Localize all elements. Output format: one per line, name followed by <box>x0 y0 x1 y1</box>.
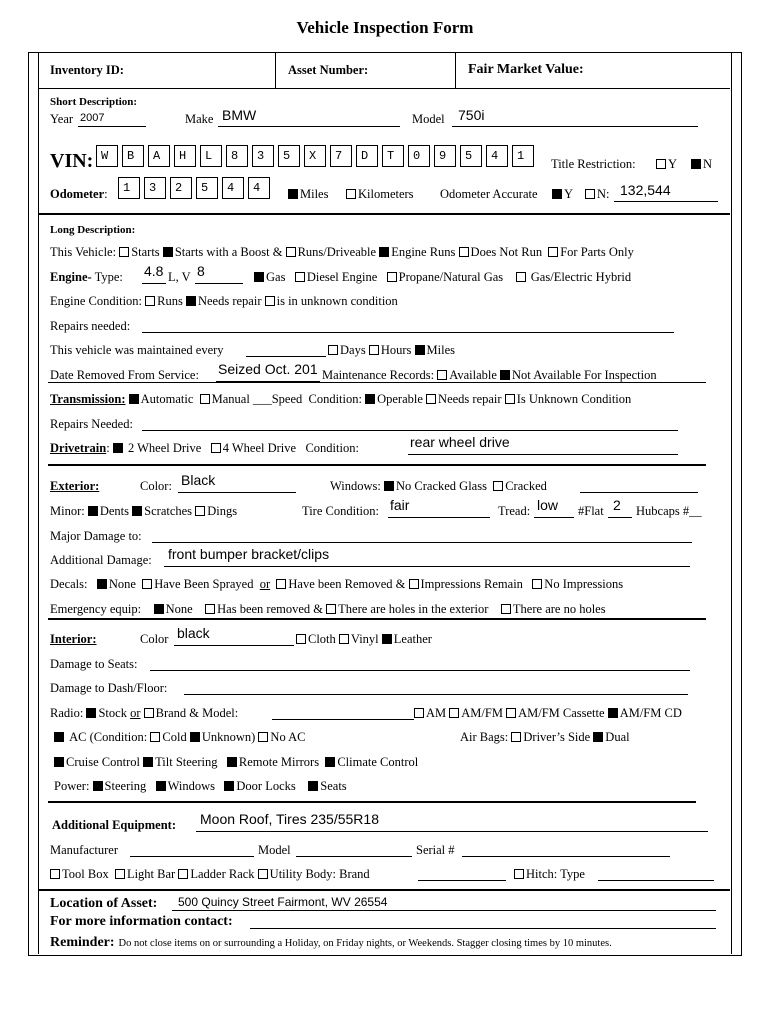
checkbox-checked[interactable] <box>143 757 153 767</box>
checkbox-checked[interactable] <box>415 345 425 355</box>
form-title: Vehicle Inspection Form <box>296 18 474 37</box>
section-rule-interior <box>48 618 706 620</box>
vin-char-box[interactable]: 3 <box>252 145 274 167</box>
odometer-accurate-label: Odometer Accurate <box>440 187 538 201</box>
checkbox[interactable] <box>119 247 129 257</box>
header-row <box>38 52 730 89</box>
checkbox-checked[interactable] <box>129 394 139 404</box>
checkbox-checked[interactable] <box>54 757 64 767</box>
checkbox-checked[interactable] <box>254 272 264 282</box>
odometer-n-value[interactable]: 132,544 <box>620 182 671 198</box>
equipment-model-label: Model <box>258 843 291 857</box>
checkbox[interactable] <box>115 869 125 879</box>
engine-v-value[interactable]: 8 <box>197 263 205 279</box>
checkbox-checked[interactable] <box>691 159 701 169</box>
checkbox[interactable] <box>459 247 469 257</box>
tire-condition-label: Tire Condition: <box>302 504 379 518</box>
model-label: Model <box>412 112 445 126</box>
kilometers-option[interactable]: Kilometers <box>346 187 414 202</box>
checkbox[interactable] <box>295 272 305 282</box>
checkbox-checked[interactable] <box>113 443 123 453</box>
checkbox[interactable] <box>548 247 558 257</box>
odometer-accurate-n[interactable]: N: <box>585 187 610 202</box>
checkbox[interactable] <box>449 708 459 718</box>
contact-field[interactable] <box>250 928 716 929</box>
vin-char-box[interactable]: A <box>148 145 170 167</box>
serial-label: Serial # <box>416 843 455 857</box>
reminder-row: Reminder: Do not close items on or surrounding a Holiday, on Friday nights, or Weekends. Stagger closing times by 10 minutes. <box>50 935 612 950</box>
checkbox[interactable] <box>326 604 336 614</box>
additional-equipment-label: Additional Equipment: <box>52 818 176 832</box>
hubcaps-label: Hubcaps #__ <box>636 504 702 518</box>
vin-char-box[interactable]: T <box>382 145 404 167</box>
hitch-option: Hitch: Type <box>514 867 585 882</box>
location-value[interactable]: 500 Quincy Street Fairmont, WV 26554 <box>178 895 388 909</box>
checkbox[interactable] <box>265 296 275 306</box>
section-rule-footer <box>38 889 730 891</box>
vin-char-box[interactable]: L <box>200 145 222 167</box>
maintenance-records-row: Maintenance Records: Available Not Available For Inspection <box>322 368 657 382</box>
checkbox[interactable] <box>150 732 160 742</box>
section-rule-long <box>38 213 730 215</box>
vin-char-box[interactable]: D <box>356 145 378 167</box>
checkbox-checked[interactable] <box>186 296 196 306</box>
date-removed-label: Date Removed From Service: <box>50 368 199 382</box>
vin-char-box[interactable]: W <box>96 145 118 167</box>
checkbox-checked[interactable] <box>86 708 96 718</box>
upholstery-row: Cloth Vinyl Leather <box>296 632 432 647</box>
checkbox-checked[interactable] <box>224 781 234 791</box>
checkbox[interactable] <box>276 579 286 589</box>
section-rule-additional <box>48 801 696 803</box>
checkbox[interactable] <box>328 345 338 355</box>
vin-char-box[interactable]: B <box>122 145 144 167</box>
interior-label: Interior: <box>50 632 97 646</box>
checkbox[interactable] <box>205 604 215 614</box>
odometer-digit-box[interactable]: 3 <box>144 177 166 199</box>
repairs-needed-label: Repairs needed: <box>50 319 131 333</box>
checkbox-checked[interactable] <box>132 506 142 516</box>
interior-color-value[interactable]: black <box>177 625 210 641</box>
checkbox[interactable] <box>211 443 221 453</box>
long-description-heading: Long Description: <box>50 224 136 236</box>
vin-char-box[interactable]: 8 <box>226 145 248 167</box>
checkbox[interactable] <box>142 579 152 589</box>
checkbox[interactable] <box>50 869 60 879</box>
major-damage-label: Major Damage to: <box>50 529 142 543</box>
drivetrain-condition-value[interactable]: rear wheel drive <box>410 434 510 450</box>
vin-char-box[interactable]: 4 <box>486 145 508 167</box>
checkbox-checked[interactable] <box>382 634 392 644</box>
checkbox-checked[interactable] <box>608 708 618 718</box>
power-row: Power: Steering Windows Door Locks Seats <box>54 779 347 793</box>
checkbox-checked[interactable] <box>379 247 389 257</box>
features-row: Cruise Control Tilt Steering Remote Mirrors Climate Control <box>54 755 418 770</box>
transmission-repairs-label: Repairs Needed: <box>50 417 133 431</box>
odometer-digit-box[interactable]: 1 <box>118 177 140 199</box>
checkbox[interactable] <box>145 296 155 306</box>
maintained-units: Days Hours Miles <box>328 343 455 358</box>
asset-number-label: Asset Number: <box>288 63 369 77</box>
checkbox-checked[interactable] <box>365 394 375 404</box>
vin-char-box[interactable]: H <box>174 145 196 167</box>
checkbox[interactable] <box>369 345 379 355</box>
title-restriction-n[interactable]: N <box>691 157 712 172</box>
checkbox[interactable] <box>195 506 205 516</box>
checkbox[interactable] <box>437 370 447 380</box>
tread-value[interactable]: low <box>537 497 559 513</box>
checkbox[interactable] <box>144 708 154 718</box>
major-damage-field[interactable] <box>152 542 692 543</box>
checkbox[interactable] <box>296 634 306 644</box>
odometer-accurate-y[interactable]: Y <box>552 187 573 202</box>
checkbox-checked[interactable] <box>325 757 335 767</box>
checkbox[interactable] <box>426 394 436 404</box>
title-restriction-y[interactable]: Y <box>656 157 677 172</box>
checkbox-checked[interactable] <box>308 781 318 791</box>
location-label: Location of Asset: <box>50 896 158 911</box>
checkbox[interactable] <box>178 869 188 879</box>
exterior-label: Exterior: <box>50 479 100 493</box>
contact-label: For more information contact: <box>50 914 233 929</box>
header-divider-2 <box>455 52 456 88</box>
short-description-heading: Short Description: <box>50 96 138 108</box>
exterior-color-value[interactable]: Black <box>181 472 216 488</box>
fair-market-value-label: Fair Market Value: <box>468 62 584 77</box>
checkbox[interactable] <box>409 579 419 589</box>
maintained-label: This vehicle was maintained every <box>50 343 224 357</box>
make-label: Make <box>185 112 214 126</box>
checkbox-checked[interactable] <box>156 781 166 791</box>
checkbox-checked[interactable] <box>190 732 200 742</box>
checkbox-checked[interactable] <box>54 732 64 742</box>
tread-label: Tread: <box>498 504 531 518</box>
additional-equipment-value[interactable]: Moon Roof, Tires 235/55R18 <box>200 811 379 827</box>
damage-dash-label: Damage to Dash/Floor: <box>50 681 168 695</box>
checkbox[interactable] <box>200 394 210 404</box>
airbags-row: Air Bags: Driver’s Side Dual <box>460 730 630 744</box>
checkbox[interactable] <box>511 732 521 742</box>
transmission-row: Transmission: Automatic Manual ___Speed Condition: Operable Needs repair Is Unknown Condition <box>50 392 632 406</box>
checkbox[interactable] <box>656 159 666 169</box>
odometer-digit-box[interactable]: 4 <box>248 177 270 199</box>
checkbox[interactable] <box>585 189 595 199</box>
engine-lv-label: L, V <box>168 270 191 284</box>
additional-damage-value[interactable]: front bumper bracket/clips <box>168 546 330 562</box>
radio-type-row: AM AM/FM AM/FM Cassette AM/FM CD <box>414 706 682 721</box>
vin-char-box[interactable]: 0 <box>408 145 430 167</box>
header-divider-1 <box>275 52 276 88</box>
repairs-needed-field[interactable] <box>142 332 674 333</box>
engine-condition-row: Engine Condition: Runs Needs repair is in unknown condition <box>50 294 398 308</box>
engine-liters-value[interactable]: 4.8 <box>144 263 164 279</box>
odometer-digit-box[interactable]: 4 <box>222 177 244 199</box>
this-vehicle-row: This Vehicle: Starts Starts with a Boost & Runs/Driveable Engine Runs Does Not Run For Parts Only <box>50 245 634 259</box>
drivetrain-row: Drivetrain: 2 Wheel Drive 4 Wheel Drive Condition: <box>50 441 359 455</box>
vin-char-box[interactable]: 5 <box>460 145 482 167</box>
manufacturer-label: Manufacturer <box>50 843 119 857</box>
checkbox-checked[interactable] <box>593 732 603 742</box>
windows-row: Windows: No Cracked Glass Cracked <box>330 479 547 493</box>
interior-color-label: Color <box>140 632 169 646</box>
checkbox-checked[interactable] <box>384 481 394 491</box>
inventory-id-label: Inventory ID: <box>50 63 124 77</box>
year-value[interactable]: 2007 <box>80 112 105 124</box>
checkbox-checked[interactable] <box>552 189 562 199</box>
checkbox[interactable] <box>339 634 349 644</box>
checkbox[interactable] <box>286 247 296 257</box>
model-value[interactable]: 750i <box>458 107 485 123</box>
year-label: Year <box>50 112 74 126</box>
odometer-label: Odometer: <box>50 187 108 201</box>
checkbox-checked[interactable] <box>227 757 237 767</box>
checkbox[interactable] <box>258 869 268 879</box>
equipment-options-row: Tool Box Light Bar Ladder Rack Utility Body: Brand <box>50 867 370 882</box>
section-rule-maint <box>48 382 706 383</box>
exterior-color-label: Color: <box>140 479 172 493</box>
odometer-digit-box[interactable]: 2 <box>170 177 192 199</box>
date-removed-value[interactable]: Seized Oct. 201 <box>218 361 318 377</box>
section-rule-exterior <box>48 464 706 466</box>
vin-label: VIN: <box>50 150 94 172</box>
make-value[interactable]: BMW <box>222 107 257 123</box>
checkbox-checked[interactable] <box>154 604 164 614</box>
checkbox[interactable] <box>506 708 516 718</box>
vin-char-box[interactable]: X <box>304 145 326 167</box>
flat-value[interactable]: 2 <box>613 497 621 513</box>
flat-label: #Flat <box>578 504 604 518</box>
checkbox[interactable] <box>387 272 397 282</box>
checkbox[interactable] <box>346 189 356 199</box>
odometer-digit-box[interactable]: 5 <box>196 177 218 199</box>
title-restriction-label: Title Restriction: <box>551 157 636 171</box>
checkbox-checked[interactable] <box>288 189 298 199</box>
checkbox-checked[interactable] <box>500 370 510 380</box>
checkbox[interactable] <box>414 708 424 718</box>
engine-type-row: Engine- Type: <box>50 270 123 284</box>
checkbox-checked[interactable] <box>163 247 173 257</box>
checkbox-checked[interactable] <box>93 781 103 791</box>
checkbox[interactable] <box>516 272 526 282</box>
checkbox[interactable] <box>501 604 511 614</box>
vin-char-box[interactable]: 7 <box>330 145 352 167</box>
ac-row: AC (Condition: Cold Unknown) No AC <box>54 730 306 745</box>
checkbox-checked[interactable] <box>88 506 98 516</box>
vin-char-box[interactable]: 9 <box>434 145 456 167</box>
damage-seats-label: Damage to Seats: <box>50 657 138 671</box>
checkbox[interactable] <box>514 869 524 879</box>
vin-char-box[interactable]: 1 <box>512 145 534 167</box>
additional-damage-label: Additional Damage: <box>50 553 152 567</box>
fuel-type-row: Gas Diesel Engine Propane/Natural Gas Gas/Electric Hybrid <box>254 270 631 285</box>
checkbox[interactable] <box>532 579 542 589</box>
emergency-row: Emergency equip: None Has been removed & There are holes in the exterior There are no holes <box>50 602 606 616</box>
damage-seats-field[interactable] <box>150 670 690 671</box>
checkbox[interactable] <box>505 394 515 404</box>
transmission-repairs-field[interactable] <box>142 430 678 431</box>
checkbox[interactable] <box>258 732 268 742</box>
decals-row: Decals: None Have Been Sprayed or Have been Removed & Impressions Remain No Impressions <box>50 577 624 591</box>
checkbox[interactable] <box>493 481 503 491</box>
minor-damage-row: Minor: Dents Scratches Dings <box>50 504 238 518</box>
damage-dash-field[interactable] <box>184 694 688 695</box>
vin-char-box[interactable]: 5 <box>278 145 300 167</box>
miles-option[interactable]: Miles <box>288 187 328 202</box>
radio-row: Radio: Stock or Brand & Model: <box>50 706 239 720</box>
checkbox-checked[interactable] <box>97 579 107 589</box>
tire-condition-value[interactable]: fair <box>390 497 410 513</box>
